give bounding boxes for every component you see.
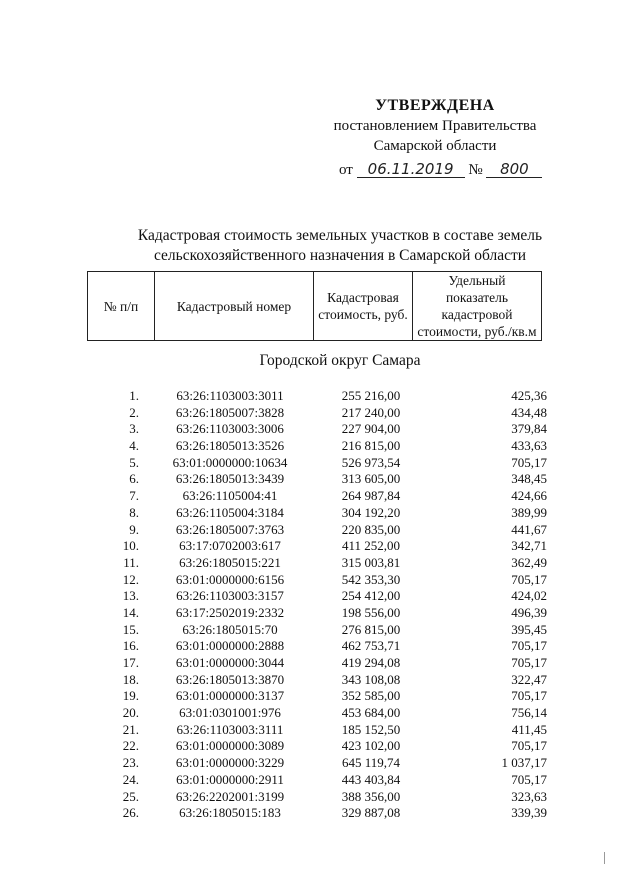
row-cadastral-number: 63:01:0000000:3089 <box>175 738 285 754</box>
row-number: 10. <box>122 538 139 554</box>
header-cost: Кадастровая стоимость, руб. <box>314 272 413 341</box>
row-cadastral-number: 63:26:1805013:3439 <box>175 471 285 487</box>
table-row <box>87 755 547 772</box>
row-number: 21. <box>122 721 139 737</box>
header-cadastral: Кадастровый номер <box>155 272 314 341</box>
section-title: Городской округ Самара <box>259 352 421 369</box>
table-row <box>87 672 547 689</box>
document-title <box>80 226 600 266</box>
row-cadastral-number: 63:01:0000000:3229 <box>175 755 285 771</box>
row-cadastral-cost: 526 973,54 <box>341 454 401 470</box>
table-row <box>87 789 547 806</box>
row-specific-value: 705,17 <box>511 638 547 654</box>
row-number: 5. <box>129 454 139 470</box>
row-cadastral-cost: 343 108,08 <box>341 671 401 687</box>
row-cadastral-number: 63:01:0000000:2888 <box>175 638 285 654</box>
row-number: 25. <box>122 788 139 804</box>
approval-number: 800 <box>486 161 542 178</box>
table-row <box>87 655 547 672</box>
table-row <box>87 638 547 655</box>
row-cadastral-number: 63:26:1805015:221 <box>179 554 281 570</box>
row-specific-value: 339,39 <box>511 805 547 821</box>
row-specific-value: 379,84 <box>511 421 547 437</box>
row-specific-value: 705,17 <box>511 688 547 704</box>
row-cadastral-cost: 254 412,00 <box>341 588 401 604</box>
row-number: 23. <box>122 755 139 771</box>
row-cadastral-number: 63:26:1805007:3763 <box>175 521 285 537</box>
row-specific-value: 1 037,17 <box>501 755 547 771</box>
row-number: 26. <box>122 805 139 821</box>
row-number: 4. <box>129 438 139 454</box>
document-title-line-1: Кадастровая стоимость земельных участков в составе земель <box>137 227 543 244</box>
table-row <box>87 588 547 605</box>
row-number: 3. <box>129 421 139 437</box>
row-cadastral-number: 63:01:0000000:10634 <box>172 454 288 470</box>
row-specific-value: 322,47 <box>511 671 547 687</box>
row-number: 9. <box>129 521 139 537</box>
row-specific-value: 705,17 <box>511 738 547 754</box>
row-cadastral-number: 63:01:0000000:2911 <box>176 771 284 787</box>
table-row <box>87 438 547 455</box>
row-number: 6. <box>129 471 139 487</box>
row-number: 17. <box>122 655 139 670</box>
row-cadastral-number: 63:26:1805015:70 <box>182 621 278 637</box>
approval-heading: УТВЕРЖДЕНА <box>375 97 495 114</box>
number-prefix: № <box>468 162 483 178</box>
table-row <box>87 455 547 472</box>
row-cadastral-cost: 304 192,20 <box>341 504 401 520</box>
row-cadastral-number: 63:26:1805015:183 <box>179 805 281 821</box>
row-cadastral-number: 63:26:1103003:3006 <box>176 421 284 437</box>
row-cadastral-cost: 388 356,00 <box>341 788 401 804</box>
table-row <box>87 572 547 589</box>
row-specific-value: 441,67 <box>511 521 547 537</box>
row-specific-value: 425,36 <box>511 388 547 403</box>
row-cadastral-cost: 198 556,00 <box>341 604 401 620</box>
row-cadastral-cost: 329 887,08 <box>341 805 401 821</box>
row-number: 12. <box>122 571 139 587</box>
table-row <box>87 505 547 522</box>
row-specific-value: 424,66 <box>511 488 547 504</box>
header-specific: Удельный показатель кадастровой стоимости, руб./кв.м <box>413 272 542 341</box>
table-row <box>87 488 547 505</box>
row-cadastral-cost: 185 152,50 <box>341 721 401 737</box>
row-specific-value: 705,17 <box>511 771 547 787</box>
row-specific-value: 411,45 <box>511 721 547 737</box>
row-cadastral-cost: 443 403,84 <box>341 771 401 787</box>
row-number: 20. <box>122 705 139 721</box>
row-specific-value: 348,45 <box>511 471 547 487</box>
table-row <box>87 421 547 438</box>
row-number: 1. <box>129 388 139 403</box>
row-number: 24. <box>122 771 139 787</box>
row-number: 2. <box>129 404 139 420</box>
row-cadastral-cost: 542 353,30 <box>341 571 401 587</box>
table-row <box>87 622 547 639</box>
row-cadastral-number: 63:01:0000000:3044 <box>175 655 285 670</box>
row-specific-value: 362,49 <box>511 554 547 570</box>
row-specific-value: 342,71 <box>511 538 547 554</box>
row-number: 18. <box>122 671 139 687</box>
table-row <box>87 405 547 422</box>
row-cadastral-cost: 217 240,00 <box>341 404 401 420</box>
table-row <box>87 805 547 822</box>
table-row <box>87 522 547 539</box>
row-cadastral-cost: 220 835,00 <box>341 521 401 537</box>
approval-dateline <box>325 160 545 180</box>
row-cadastral-cost: 264 987,84 <box>341 488 401 504</box>
row-cadastral-cost: 313 605,00 <box>341 471 401 487</box>
document-title-line-2: сельскохозяйственного назначения в Самарской области <box>153 247 527 264</box>
row-specific-value: 433,63 <box>511 438 547 454</box>
row-cadastral-cost: 227 904,00 <box>341 421 401 437</box>
row-number: 8. <box>129 504 139 520</box>
approval-line-1: постановлением Правительства <box>333 118 537 134</box>
table-row <box>87 722 547 739</box>
row-specific-value: 496,39 <box>511 604 547 620</box>
row-cadastral-number: 63:26:1103003:3011 <box>176 388 284 403</box>
row-cadastral-cost: 411 252,00 <box>341 538 401 554</box>
table-row <box>87 388 547 405</box>
row-cadastral-cost: 462 753,71 <box>341 638 401 654</box>
row-cadastral-number: 63:01:0301001:976 <box>179 705 281 721</box>
row-cadastral-number: 63:26:1103003:3111 <box>176 721 284 737</box>
table-row <box>87 471 547 488</box>
row-cadastral-number: 63:17:2502019:2332 <box>175 604 285 620</box>
row-cadastral-number: 63:26:1805013:3526 <box>175 438 285 454</box>
row-cadastral-number: 63:01:0000000:3137 <box>175 688 285 704</box>
approval-date: 06.11.2019 <box>357 161 465 178</box>
approval-line-2: Самарской области <box>373 138 497 154</box>
row-number: 16. <box>122 638 139 654</box>
header-num: № п/п <box>88 272 155 341</box>
row-cadastral-number: 63:26:1805007:3828 <box>175 404 285 420</box>
row-specific-value: 756,14 <box>511 705 547 721</box>
row-number: 11. <box>123 554 139 570</box>
table-row <box>87 772 547 789</box>
row-specific-value: 424,02 <box>511 588 547 604</box>
row-cadastral-number: 63:26:1105004:3184 <box>176 504 284 520</box>
table-row <box>87 688 547 705</box>
row-cadastral-cost: 423 102,00 <box>341 738 401 754</box>
approval-block <box>325 96 545 180</box>
row-cadastral-number: 63:17:0702003:617 <box>179 538 281 554</box>
row-cadastral-cost: 276 815,00 <box>341 621 401 637</box>
row-cadastral-cost: 352 585,00 <box>341 688 401 704</box>
row-number: 7. <box>129 488 139 504</box>
row-number: 14. <box>122 604 139 620</box>
row-number: 13. <box>122 588 139 604</box>
table-body <box>87 388 547 822</box>
row-number: 15. <box>122 621 139 637</box>
table-header <box>87 271 542 341</box>
row-specific-value: 395,45 <box>511 621 547 637</box>
row-cadastral-cost: 315 003,81 <box>341 554 401 570</box>
table-row <box>87 538 547 555</box>
row-cadastral-number: 63:01:0000000:6156 <box>175 571 285 587</box>
row-cadastral-cost: 255 216,00 <box>341 388 401 403</box>
row-cadastral-number: 63:26:1105004:41 <box>182 488 278 504</box>
row-specific-value: 323,63 <box>511 788 547 804</box>
row-cadastral-cost: 453 684,00 <box>341 705 401 721</box>
table-row <box>87 738 547 755</box>
row-number: 22. <box>122 738 139 754</box>
row-specific-value: 434,48 <box>511 404 547 420</box>
row-specific-value: 705,17 <box>511 571 547 587</box>
row-cadastral-number: 63:26:1805013:3870 <box>175 671 285 687</box>
row-specific-value: 705,17 <box>511 454 547 470</box>
row-specific-value: 705,17 <box>511 655 547 670</box>
table-row <box>87 605 547 622</box>
row-cadastral-cost: 419 294,08 <box>341 655 401 670</box>
table-row <box>87 555 547 572</box>
scan-mark <box>604 852 605 864</box>
row-specific-value: 389,99 <box>511 504 547 520</box>
row-cadastral-cost: 645 119,74 <box>341 755 401 771</box>
date-prefix: от <box>339 162 353 178</box>
table-row <box>87 705 547 722</box>
row-cadastral-number: 63:26:2202001:3199 <box>175 788 285 804</box>
row-cadastral-number: 63:26:1103003:3157 <box>176 588 284 604</box>
table-header-row <box>88 272 542 341</box>
row-cadastral-cost: 216 815,00 <box>341 438 401 454</box>
row-number: 19. <box>122 688 139 704</box>
